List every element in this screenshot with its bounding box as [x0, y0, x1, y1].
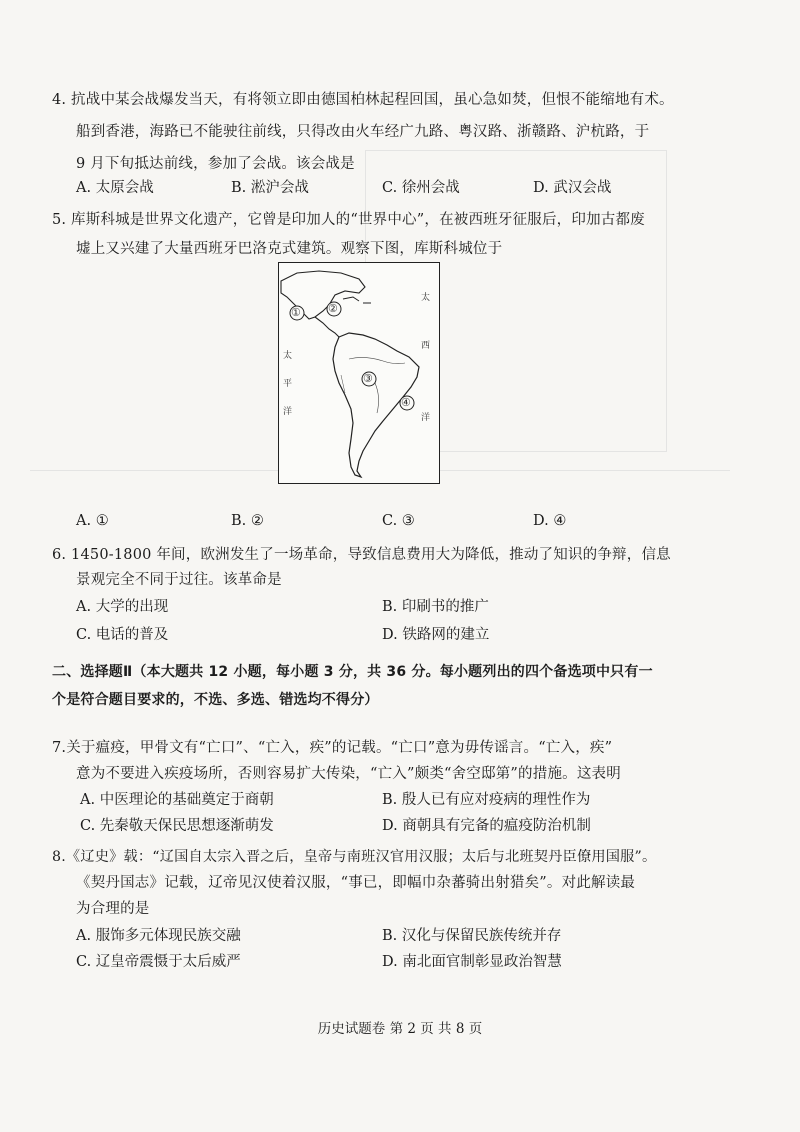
map-marker-2: ② — [328, 302, 338, 315]
q6-stem-line2: 景观完全不同于过往。该革命是 — [76, 572, 282, 588]
q8-options-row1 — [76, 926, 756, 946]
ocean-label-left-1: 太 — [283, 351, 293, 361]
q5-options — [76, 511, 756, 531]
q6-stem-line1: 6. 1450-1800 年间，欧洲发生了一场革命，导致信息费用大为降低，推动了知识的争辩，信息 — [52, 547, 671, 563]
q5-stem-line2: 墟上又兴建了大量西班牙巴洛克式建筑。观察下图，库斯科城位于 — [76, 241, 503, 257]
q4-stem-line1: 4. 抗战中某会战爆发当天，有将领立即由德国柏林起程回国，虽心急如焚，但恨不能缩地有术。 — [52, 92, 674, 108]
q4-stem-line3: 9 月下旬抵达前线，参加了会战。该会战是 — [76, 156, 355, 172]
q7-option-d[interactable]: D. 商朝具有完备的瘟疫防治机制 — [382, 818, 591, 834]
q5-stem-line1: 5. 库斯科城是世界文化遗产，它曾是印加人的“世界中心”，在被西班牙征服后，印加古都废 — [52, 212, 645, 228]
q6-option-a[interactable]: A. 大学的出现 — [76, 599, 169, 615]
q5-option-c[interactable]: C. ③ — [382, 513, 415, 529]
map-marker-1: ① — [291, 306, 301, 319]
q8-option-a[interactable]: A. 服饰多元体现民族交融 — [76, 928, 241, 944]
ocean-label-right-2: 西 — [421, 341, 431, 351]
q7-option-b[interactable]: B. 殷人已有应对疫病的理性作为 — [382, 792, 591, 808]
q4-option-d[interactable]: D. 武汉会战 — [533, 180, 612, 196]
q5-option-d[interactable]: D. ④ — [533, 513, 567, 529]
map-marker-4: ④ — [401, 396, 411, 409]
section2-heading-line2: 个是符合题目要求的，不选、多选、错选均不得分） — [52, 692, 379, 708]
map-marker-3: ③ — [363, 372, 373, 385]
page-footer: 历史试题卷 第 2 页 共 8 页 — [317, 1021, 483, 1037]
q7-options-row1 — [80, 790, 760, 810]
q8-options-row2 — [76, 952, 756, 972]
section2-heading-line1: 二、选择题Ⅱ（本大题共 12 小题，每小题 3 分，共 36 分。每小题列出的四个备选项中只有一 — [52, 664, 653, 680]
q6-option-d[interactable]: D. 铁路网的建立 — [382, 627, 490, 643]
q7-stem-line2: 意为不要进入疾疫场所，否则容易扩大传染，“亡入”颇类“舍空邸第”的措施。这表明 — [76, 766, 621, 782]
q6-option-b[interactable]: B. 印刷书的推广 — [382, 599, 489, 615]
q8-option-d[interactable]: D. 南北面官制彰显政治智慧 — [382, 954, 562, 970]
ocean-label-right-1: 太 — [421, 293, 431, 303]
q7-options-row2 — [80, 816, 760, 836]
q8-option-c[interactable]: C. 辽皇帝震慑于太后威严 — [76, 954, 241, 970]
q6-options-row1 — [76, 597, 756, 617]
q6-option-c[interactable]: C. 电话的普及 — [76, 627, 169, 643]
q7-stem-line1: 7.关于瘟疫，甲骨文有“亡口”、“亡入，疾”的记载。“亡口”意为毋传谣言。“亡入，疾” — [52, 740, 613, 756]
q4-options — [76, 178, 756, 198]
q4-option-b[interactable]: B. 淞沪会战 — [231, 180, 309, 196]
ocean-label-right-3: 洋 — [421, 413, 431, 423]
q4-option-a[interactable]: A. 太原会战 — [76, 180, 154, 196]
south-america-map — [278, 262, 440, 484]
q8-stem-line2: 《契丹国志》记载，辽帝见汉使着汉服，“事已，即幅巾杂蕃骑出射猎矣”。对此解读最 — [76, 875, 636, 891]
q8-option-b[interactable]: B. 汉化与保留民族传统并存 — [382, 928, 562, 944]
q7-option-a[interactable]: A. 中医理论的基础奠定于商朝 — [80, 792, 274, 808]
ocean-label-left-2: 平 — [283, 379, 293, 389]
q5-option-b[interactable]: B. ② — [231, 513, 264, 529]
q5-option-a[interactable]: A. ① — [76, 513, 109, 529]
ocean-label-left-3: 洋 — [283, 407, 293, 417]
map-outline — [279, 263, 439, 483]
q4-option-c[interactable]: C. 徐州会战 — [382, 180, 460, 196]
q7-option-c[interactable]: C. 先秦敬天保民思想逐渐萌发 — [80, 818, 274, 834]
q4-stem-line2: 船到香港，海路已不能驶往前线，只得改由火车经广九路、粤汉路、浙赣路、沪杭路，于 — [76, 124, 650, 140]
q6-options-row2 — [76, 625, 756, 645]
q8-stem-line3: 为合理的是 — [76, 901, 150, 917]
q8-stem-line1: 8.《辽史》载：“辽国自太宗入晋之后，皇帝与南班汉官用汉服；太后与北班契丹臣僚用国服”。 — [52, 849, 657, 865]
